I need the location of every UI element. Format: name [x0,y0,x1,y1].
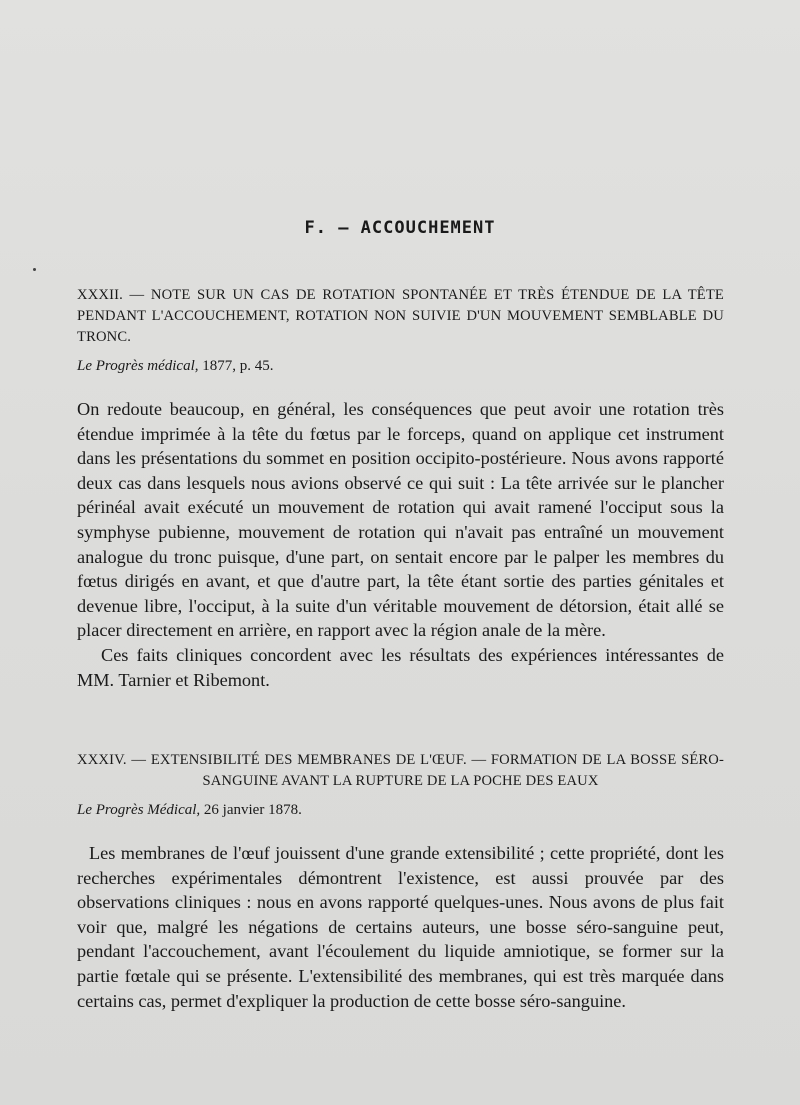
article-paragraph: Les membranes de l'œuf jouissent d'une grande extensibilité ; cette propriété, dont les recherches expérimentales démontrent l'existence, est aussi prouvée par des observations cliniques : nous en avons rapporté quelques-unes. Nous avons de plus fait voir que, malgré les négations de certains auteurs, une bosse séro-sanguine peut, pendant l'accouchement, avant l'écoulement du liquide amniotique, se former sur la partie fœtale qui se présente. L'extensibilité des membranes, qui est très marquée dans certains cas, permet d'expliquer la production de cette bosse séro-sanguine. [77,843,724,1011]
article-xxxiv [77,750,724,1013]
citation-details: 1877, p. 45. [198,358,274,374]
citation-journal: Le Progrès médical, [77,358,199,374]
article-paragraph: Ces faits cliniques concordent avec les résultats des expériences intéressantes de MM. Tarnier et Ribemont. [77,644,724,690]
section-heading: F. — ACCOUCHEMENT [304,218,496,238]
article-paragraph: On redoute beaucoup, en général, les conséquences que peut avoir une rotation très étendue imprimée à la tête du fœtus par le forceps, quand on applique cet instrument dans les présentations du sommet en position occipito-postérieure. Nous avons rapporté deux cas dans lesquels nous avions observé ce qui suit : La tête arrivée sur le plancher périnéal avait exécuté un mouvement de rotation qui avait ramené l'occiput sous la symphyse pubienne, mouvement de rotation qui n'avait pas entraîné un mouvement analogue du tronc puisque, d'une part, on sentait encore par le palper les membres du fœtus dirigés en avant, et que d'autre part, la tête étant sortie des parties génitales et devenue libre, l'occiput, à la suite d'un véritable mouvement de détorsion, était allé se placer directement en arrière, en rapport avec la région anale de la mère. [77,399,724,641]
article-xxxii [77,285,724,692]
article-citation [77,358,724,375]
article-title: XXXIV. — EXTENSIBILITÉ DES MEMBRANES DE L'ŒUF. — FORMATION DE LA BOSSE SÉRO-SANGUINE AVANT LA RUPTURE DE LA POCHE DES EAUX [77,752,724,789]
article-citation [77,802,724,819]
scan-speck [33,268,36,271]
citation-journal: Le Progrès Médical, [77,802,201,818]
article-title: XXXII. — NOTE SUR UN CAS DE ROTATION SPONTANÉE ET TRÈS ÉTENDUE DE LA TÊTE PENDANT L'ACCOUCHEMENT, ROTATION NON SUIVIE D'UN MOUVEMENT SEMBLABLE DU TRONC. [77,287,724,345]
citation-details: 26 janvier 1878. [200,802,302,818]
